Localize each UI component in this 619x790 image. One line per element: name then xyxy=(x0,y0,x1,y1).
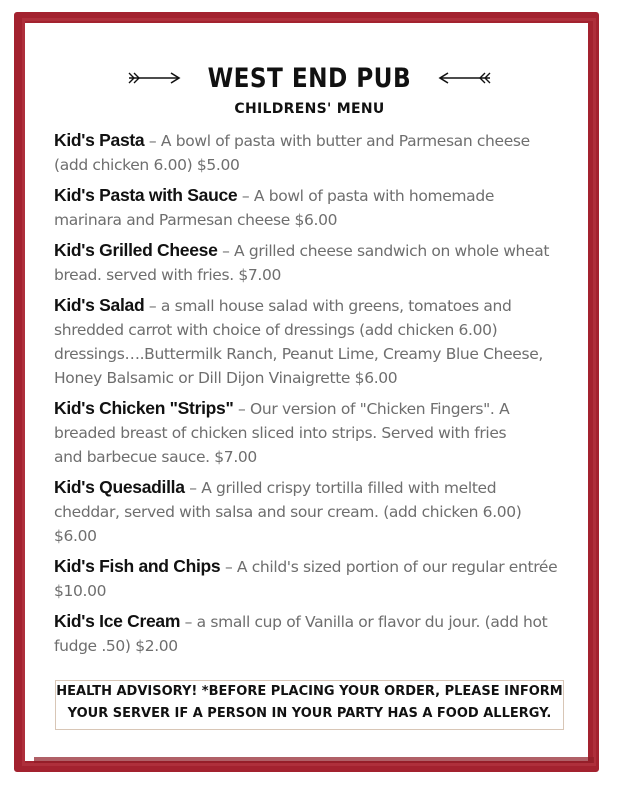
menu-item-name: Kid's Fish and Chips xyxy=(54,556,221,576)
menu-subtitle: CHILDRENS' MENU xyxy=(234,101,385,117)
menu-item-name: Kid's Salad xyxy=(54,295,145,315)
menu-item-line: breaded breast of chicken sliced into strips. Served with fries xyxy=(54,424,507,442)
menu-item-line: Honey Balsamic or Dill Dijon Vinaigrette $6.00 xyxy=(54,369,398,387)
menu-item-description: – A bowl of pasta with butter and Parmesan cheese xyxy=(144,132,530,150)
menu-item-description: – A child's sized portion of our regular entrée xyxy=(220,558,558,576)
menu-item xyxy=(54,609,574,658)
menu-item xyxy=(54,238,574,287)
menu-item-name: Kid's Ice Cream xyxy=(54,611,181,631)
menu-item-name: Kid's Pasta with Sauce xyxy=(54,185,238,205)
advisory-line-1: HEALTH ADVISORY! *BEFORE PLACING YOUR ORDER, PLEASE INFORM xyxy=(56,684,563,699)
menu-item-name: Kid's Grilled Cheese xyxy=(54,240,218,260)
menu-item-description: – a small house salad with greens, tomatoes and xyxy=(144,297,512,315)
menu-item-description: – A grilled cheese sandwich on whole wheat xyxy=(217,242,550,260)
menu-item-description: – a small cup of Vanilla or flavor du jour. (add hot xyxy=(180,613,548,631)
menu-items xyxy=(54,128,574,664)
menu-item-line: $6.00 xyxy=(54,527,97,545)
menu-item-line: and barbecue sauce. $7.00 xyxy=(54,448,257,466)
menu-item-line xyxy=(54,609,574,634)
title-row xyxy=(0,58,619,98)
menu-item-name: Kid's Chicken "Strips" xyxy=(54,398,234,418)
menu-item-line: cheddar, served with salsa and sour cream. (add chicken 6.00) xyxy=(54,503,522,521)
menu-item-line xyxy=(54,238,574,263)
menu-item-line xyxy=(54,554,574,579)
arrow-left-icon xyxy=(438,71,492,85)
menu-item-line: marinara and Parmesan cheese $6.00 xyxy=(54,211,338,229)
menu-item-name: Kid's Quesadilla xyxy=(54,477,185,497)
menu-item-line xyxy=(54,128,574,153)
menu-item-description: – Our version of "Chicken Fingers". A xyxy=(233,400,510,418)
menu-item-name: Kid's Pasta xyxy=(54,130,145,150)
menu-item xyxy=(54,475,574,548)
menu-item-line: bread. served with fries. $7.00 xyxy=(54,266,281,284)
health-advisory xyxy=(55,680,564,730)
menu-item xyxy=(54,183,574,232)
menu-item xyxy=(54,554,574,603)
arrow-right-icon xyxy=(127,71,181,85)
menu-item xyxy=(54,396,574,469)
menu-item-line: (add chicken 6.00) $5.00 xyxy=(54,156,240,174)
menu-item-line xyxy=(54,396,574,421)
menu-item-description: – A bowl of pasta with homemade xyxy=(237,187,495,205)
menu-item-description: – A grilled crispy tortilla filled with melted xyxy=(184,479,497,497)
menu-item xyxy=(54,128,574,177)
menu-item-line: fudge .50) $2.00 xyxy=(54,637,178,655)
menu-item-line: dressings….Buttermilk Ranch, Peanut Lime, Creamy Blue Cheese, xyxy=(54,345,543,363)
border-streak xyxy=(34,757,594,763)
menu-item-line: $10.00 xyxy=(54,582,107,600)
menu-item xyxy=(54,293,574,390)
menu-item-line: shredded carrot with choice of dressings (add chicken 6.00) xyxy=(54,321,498,339)
advisory-line-2: YOUR SERVER IF A PERSON IN YOUR PARTY HAS A FOOD ALLERGY. xyxy=(67,706,552,721)
menu-item-line xyxy=(54,293,574,318)
menu-item-line xyxy=(54,183,574,208)
menu-item-line xyxy=(54,475,574,500)
page-title: WEST END PUB xyxy=(207,62,412,94)
